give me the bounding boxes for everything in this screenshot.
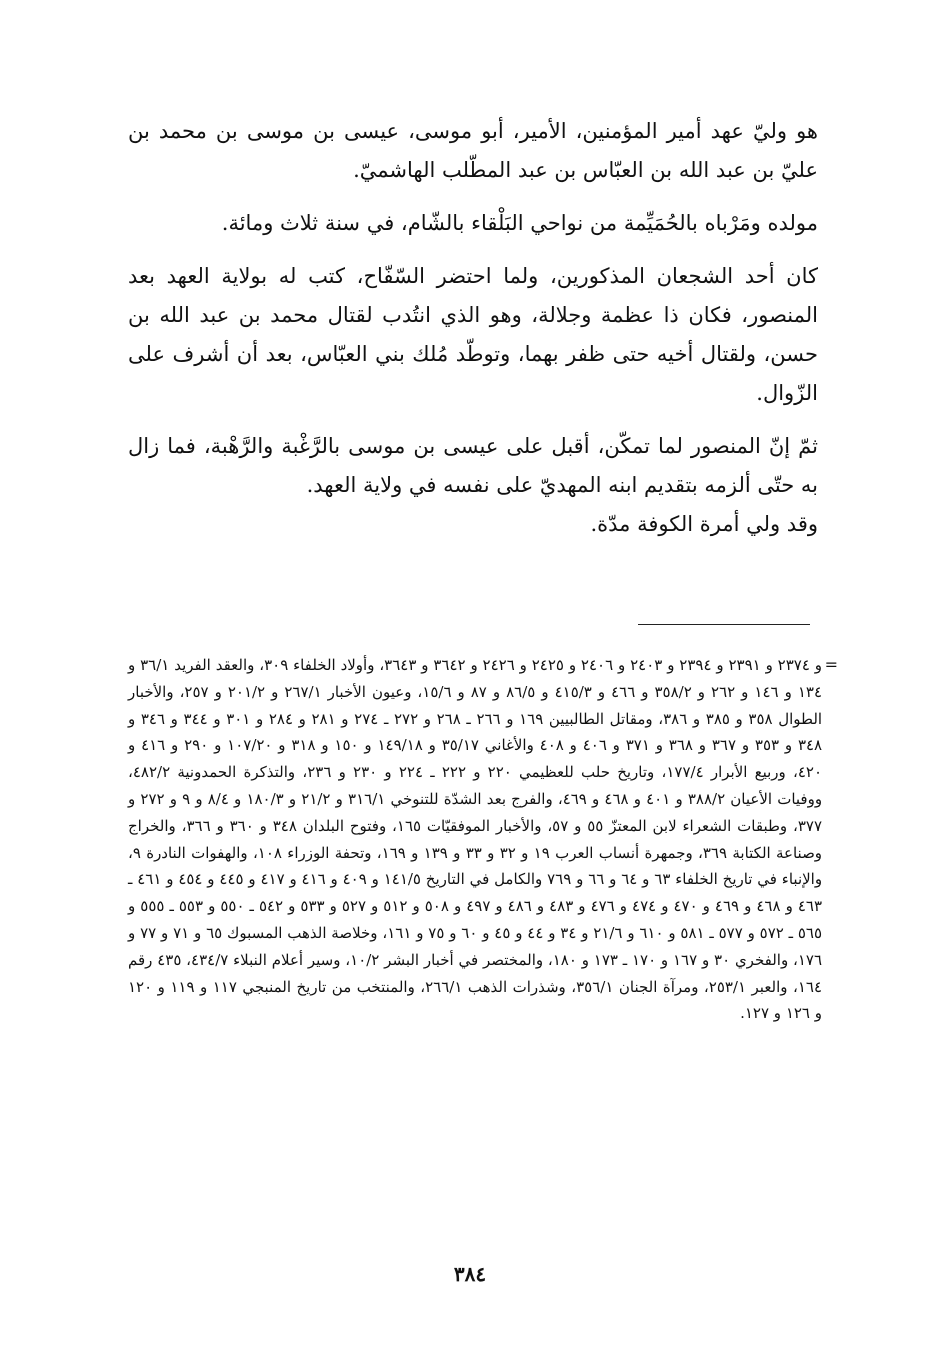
- paragraph-birth: مولده ومَرْباه بالحُمَيِّمة من نواحي البَلْقاء بالشّام، في سنة ثلاث ومائة.: [221, 211, 818, 235]
- paragraph-kufa: وقد ولي أمرة الكوفة مدّة.: [590, 512, 818, 536]
- main-text: [128, 112, 818, 558]
- footnote-text: و ٢٣٧٤ و ٢٣٩١ و ٢٣٩٤ و ٢٤٠٣ و ٢٤٠٦ و ٢٤٢٥ و ٢٤٢٦ و ٣٦٤٢ و ٣٦٤٣، وأولاد الخلفاء ٣٠٩، والعقد الفريد ٣٦/١ و ١٣٤ و ١٤٦ و ٢٦٢ و ٣٥٨/٢ و ٤٦٦ و ٤١٥/٣ و ٨٦/٥ و ٨٧ و ١٥/٦، وعيون الأخبار ٢٦٧/١ و ٢٠١/٢ و ٢٥٧، والأخبار الطوال ٣٥٨ و ٣٨٥ و ٣٨٦، ومقاتل الطالبيين ١٦٩ و ٢٦٦ ـ ٢٦٨ و ٢٧٢ ـ ٢٧٤ و ٢٨١ و ٢٨٤ و ٣٠١ و ٣٤٤ و ٣٤٦ و ٣٤٨ و ٣٥٣ و ٣٦٧ و ٣٦٨ و ٣٧١ و ٤٠٦ و ٤٠٨ والأغاني ٣٥/١٧ و ١٤٩/١٨ و ١٥٠ و ٣١٨ و ١٠٧/٢٠ و ٢٩٠ و ٤١٦ و ٤٢٠، وربيع الأبرار ١٧٧/٤، وتاريخ حلب للعظيمي ٢٢٠ و ٢٢٢ ـ ٢٢٤ و ٢٣٠ و ٢٣٦، والتذكرة الحمدونية ٤٨٢/٢، ووفيات الأعيان ٣٨٨/٢ و ٤٠١ و ٤٦٨ و ٤٦٩، والفرج بعد الشدّة للتنوخي ٣١٦/١ و ٢١/٢ و ١٨٠/٣ و ٨/٤ و ٩ و ٢٧٢ و ٣٧٧، وطبقات الشعراء لابن المعتزّ ٥٥ و ٥٧، والأخبار الموفقيّات ١٦٥، وفتوح البلدان ٣٤٨ و ٣٦٠ و ٣٦٦، والخراج وصناعة الكتابة ٣٦٩، وجمهرة أنساب العرب ١٩ و ٣٢ و ٣٣ و ١٣٩ و ١٦٩، وتحفة الوزراء ١٠٨، والهفوات النادرة ٩، والإنباء في تاريخ الخلفاء ٦٣ و ٦٤ و ٦٦ و ٧٦٩ والكامل في التاريخ ١٤١/٥ و ٤٠٩ و ٤١٦ و ٤١٧ و ٤٤٥ و ٤٥٤ و ٤٦١ ـ ٤٦٣ و ٤٦٨ و ٤٦٩ و ٤٧٠ و ٤٧٤ و ٤٧٦ و ٤٨٣ و ٤٨٦ و ٤٩٧ و ٥٠٨ و ٥١٢ و ٥٢٧ و ٥٣٣ و ٥٤٢ ـ ٥٥٠ و ٥٥٣ ـ ٥٥٥ و ٥٦٥ ـ ٥٧٢ و ٥٧٧ ـ ٥٨١ و ٦١٠ و ٢١/٦ و ٣٤ و ٤٤ و ٤٥ و ٦٠ و ٧٥ و ١٦١، وخلاصة الذهب المسبوك ٦٥ و ٧١ و ٧٧ و ١٧٦، والفخري ٣٠ و ١٦٧ و ١٧٠ ـ ١٧٣ و ١٨٠، والمختصر في أخبار البشر ١٠/٢، وسير أعلام النبلاء ٤٣٤/٧، ٤٣٥ رقم ١٦٤، والعبر ٢٥٣/١، ومرآة الجنان ٣٥٦/١، وشذرات الذهب ٢٦٦/١، والمنتخب من تاريخ المنبجي ١١٧ و ١١٩ و ١٢٠ و ١٢٦ و ١٢٧.: [128, 656, 823, 1023]
- footnote-separator: [638, 624, 810, 625]
- paragraph-succession: ثمّ إنّ المنصور لما تمكّن، أقبل على عيسى بن موسى بالرَّغْبة والرَّهْبة، فما زال به حتّى ألزمه بتقديم ابنه المهديّ على نفسه في ولاية العهد.: [128, 434, 818, 497]
- page-number: ٣٨٤: [453, 1262, 487, 1286]
- footnote-continuation-marker: =: [824, 655, 838, 674]
- paragraph-career: كان أحد الشجعان المذكورين، ولما احتضر السّفّاح، كتب له بولاية العهد بعد المنصور، فكان ذا عظمة وجلالة، وهو الذي انتُدب لقتال محمد بن عبد الله بن حسن، ولقتال أخيه حتى ظفر بهما، وتوطّد مُلك بني العبّاس، بعد أن أشرف على الزّوال.: [128, 264, 818, 405]
- footnote: [128, 652, 838, 1027]
- paragraph-lineage: هو وليّ عهد أمير المؤمنين، الأمير، أبو موسى، عيسى بن موسى بن محمد بن عليّ بن عبد الله بن العبّاس بن عبد المطّلب الهاشميّ.: [128, 119, 818, 182]
